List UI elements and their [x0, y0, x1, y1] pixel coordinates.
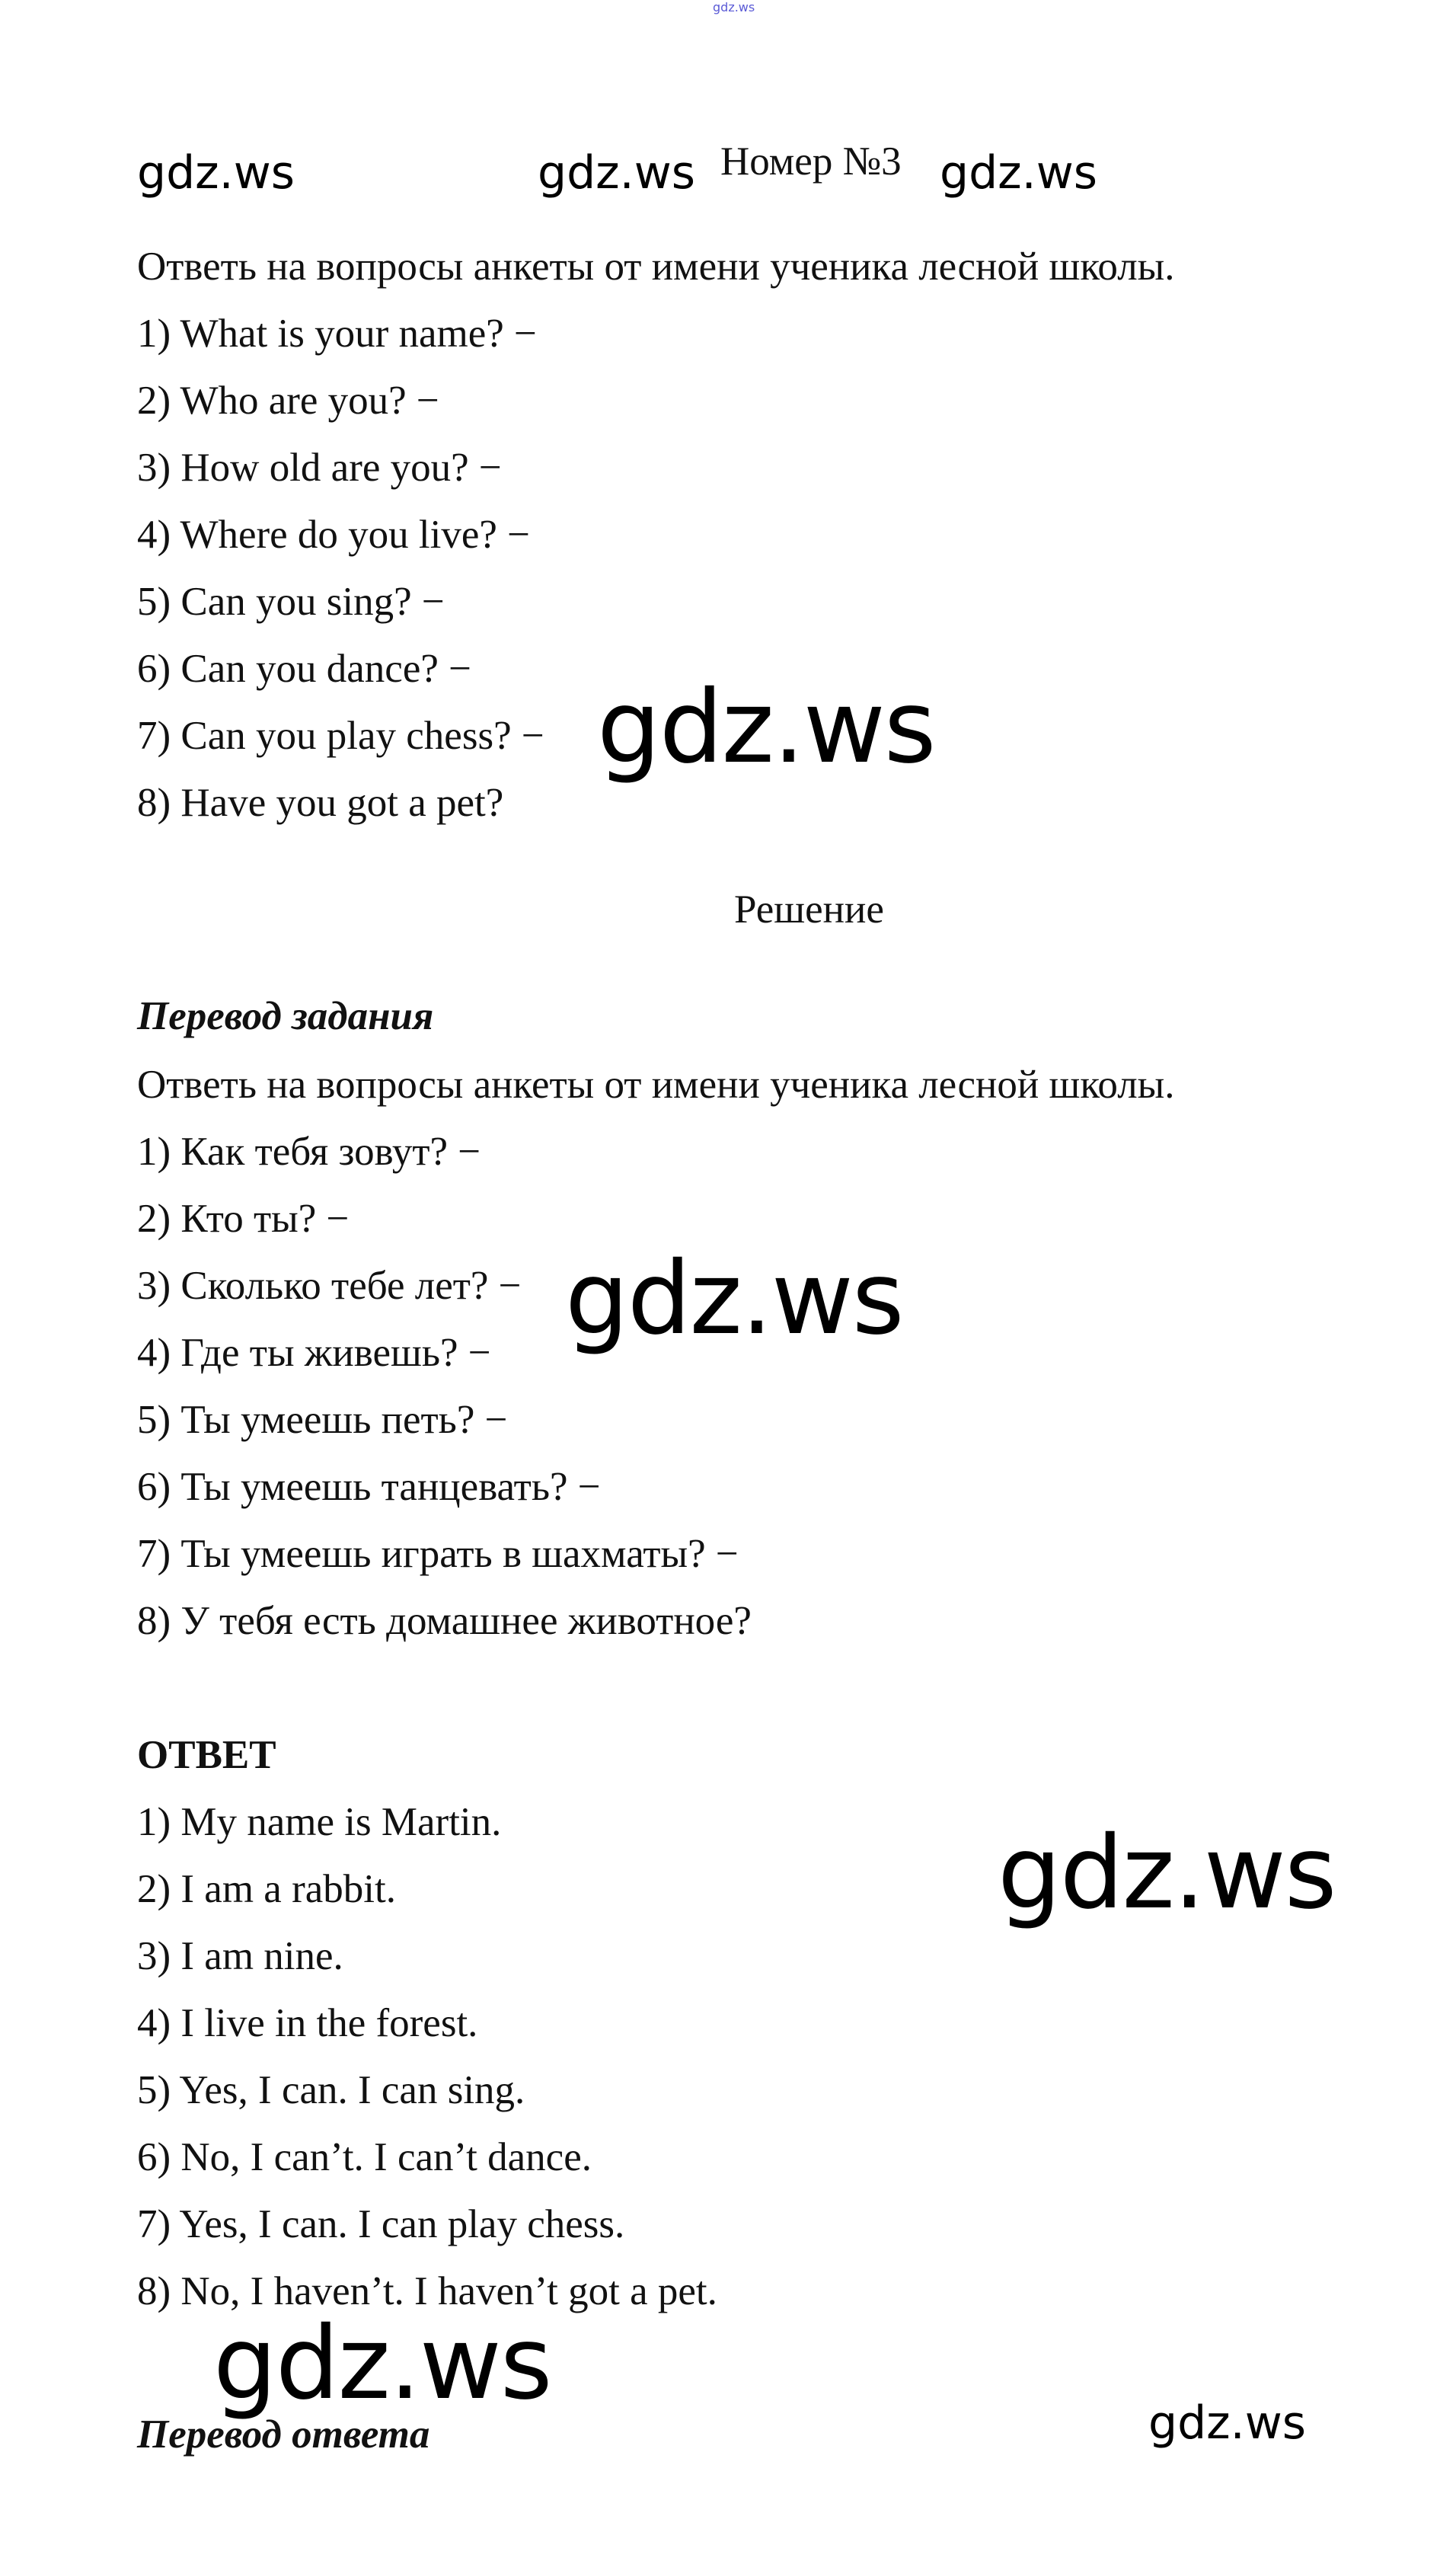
answer-heading: ОТВЕТ: [137, 1733, 276, 1777]
header-watermark-right: gdz.ws: [940, 146, 1098, 200]
task-question-4: 4) Where do you live? −: [137, 513, 531, 557]
task-question-2: 2) Who are you? −: [137, 379, 439, 423]
task-question-6: 6) Can you dance? −: [137, 647, 472, 691]
translation-question-4: 4) Где ты живешь? −: [137, 1331, 491, 1375]
answer-line-7: 7) Yes, I can. I can play chess.: [137, 2202, 625, 2246]
task-question-8: 8) Have you got a pet?: [137, 781, 504, 825]
translation-question-2: 2) Кто ты? −: [137, 1197, 350, 1241]
task-instruction: Ответь на вопросы анкеты от имени ученика лесной школы.: [137, 245, 1175, 289]
header-watermark-center: gdz.ws: [538, 146, 696, 200]
translation-heading: Перевод задания: [137, 994, 434, 1038]
watermark-2: gdz.ws: [565, 1240, 903, 1357]
answer-line-2: 2) I am a rabbit.: [137, 1867, 396, 1911]
translation-question-6: 6) Ты умеешь танцевать? −: [137, 1465, 601, 1509]
task-question-1: 1) What is your name? −: [137, 312, 537, 356]
top-watermark: gdz.ws: [713, 0, 755, 14]
answer-line-1: 1) My name is Martin.: [137, 1800, 502, 1844]
translation-question-1: 1) Как тебя зовут? −: [137, 1130, 481, 1174]
answer-line-5: 5) Yes, I can. I can sing.: [137, 2068, 525, 2112]
task-question-5: 5) Can you sing? −: [137, 580, 445, 624]
watermark-5: gdz.ws: [1148, 2396, 1307, 2450]
task-question-7: 7) Can you play chess? −: [137, 714, 544, 758]
answer-line-6: 6) No, I can’t. I can’t dance.: [137, 2135, 592, 2179]
translation-question-7: 7) Ты умеешь играть в шахматы? −: [137, 1532, 739, 1576]
translation-question-3: 3) Сколько тебе лет? −: [137, 1264, 522, 1308]
translation-question-5: 5) Ты умеешь петь? −: [137, 1398, 508, 1442]
solution-label: Решение: [734, 887, 884, 932]
translation-instruction: Ответь на вопросы анкеты от имени ученика лесной школы.: [137, 1063, 1175, 1107]
answer-line-3: 3) I am nine.: [137, 1934, 343, 1978]
answer-translation-heading: Перевод ответа: [137, 2412, 430, 2457]
watermark-1: gdz.ws: [597, 669, 935, 786]
watermark-4: gdz.ws: [213, 2305, 551, 2422]
translation-question-8: 8) У тебя есть домашнее животное?: [137, 1599, 752, 1643]
page-title: Номер №3: [720, 139, 902, 184]
watermark-3: gdz.ws: [998, 1814, 1336, 1932]
answer-line-8: 8) No, I haven’t. I haven’t got a pet.: [137, 2269, 717, 2313]
header-watermark-left: gdz.ws: [137, 146, 295, 200]
task-question-3: 3) How old are you? −: [137, 446, 502, 490]
answer-line-4: 4) I live in the forest.: [137, 2001, 478, 2045]
